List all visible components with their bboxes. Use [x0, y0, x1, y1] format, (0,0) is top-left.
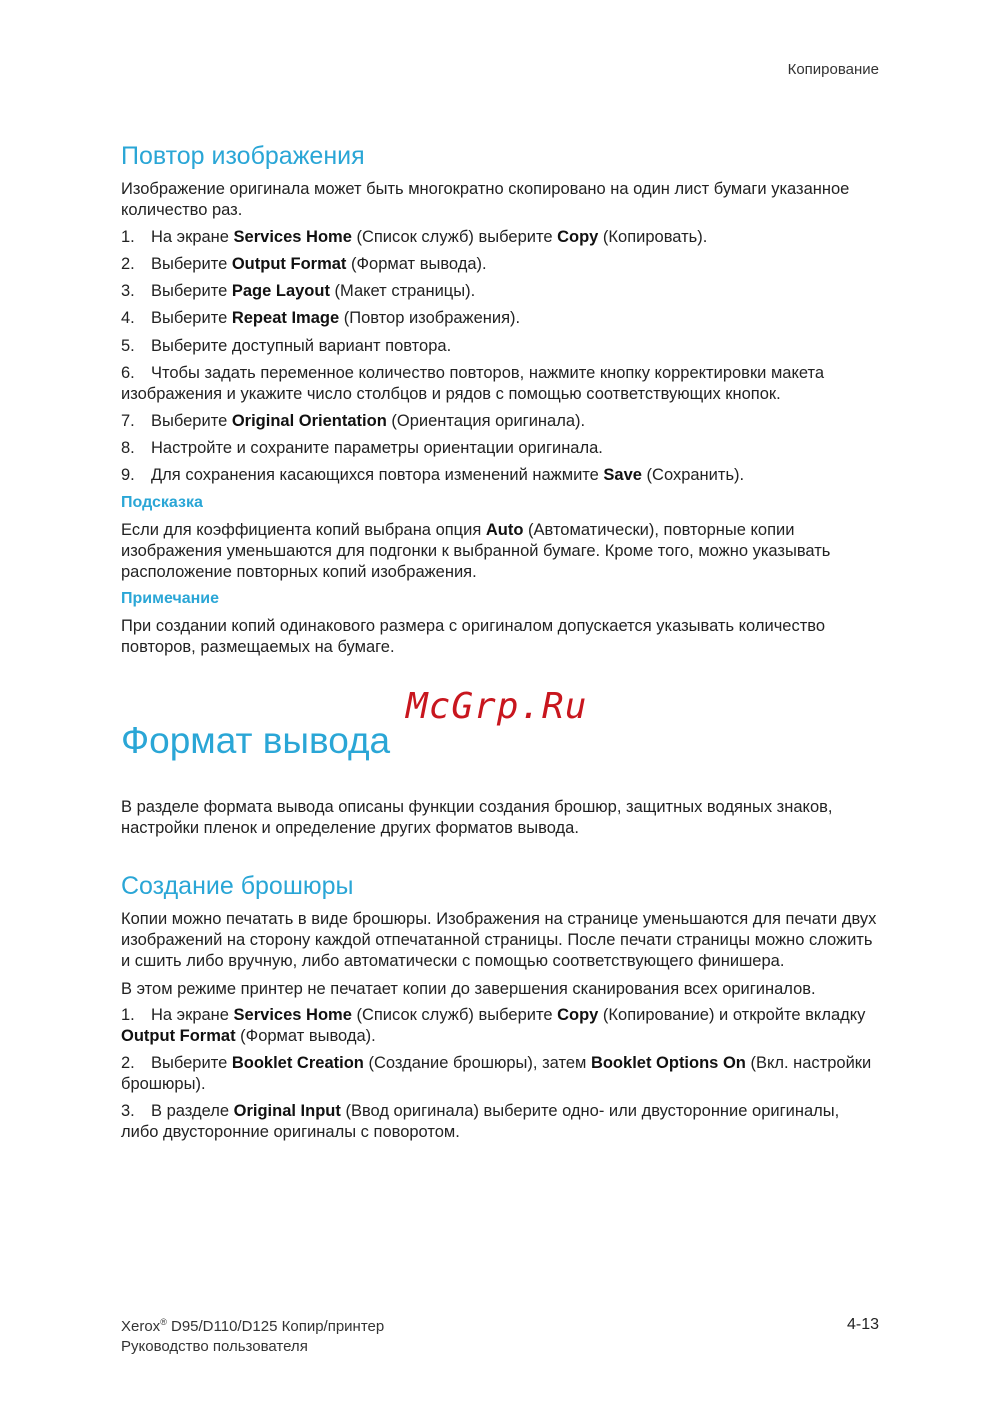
repeat-step: 2. Выберите Output Format (Формат вывода).	[121, 255, 487, 273]
repeat-step: 8. Настройте и сохраните параметры ориентации оригинала.	[121, 439, 603, 457]
repeat-step: 5. Выберите доступный вариант повтора.	[121, 337, 452, 355]
repeat-step: 4. Выберите Repeat Image (Повтор изображения).	[121, 309, 521, 327]
running-header: Копирование	[787, 61, 879, 78]
footer-guide: Руководство пользователя	[121, 1338, 308, 1355]
section-title-repeat-image: Повтор изображения	[121, 142, 365, 170]
booklet-step: 3. В разделе Original Input (Ввод оригинала) выберите одно- или двусторонние оригиналы, либо двусторонние оригиналы с поворотом.	[121, 1102, 840, 1141]
footer-product: Xerox® D95/D110/D125 Копир/принтер Руководство пользователя	[121, 1317, 385, 1355]
repeat-intro: Изображение оригинала может быть многократно скопировано на один лист бумаги указанное количество раз.	[121, 180, 850, 219]
note-title: Примечание	[121, 590, 220, 607]
output-intro: В разделе формата вывода описаны функции создания брошюр, защитных водяных знаков, настройки пленок и определение других форматов вывода.	[121, 798, 833, 837]
repeat-step: 6. Чтобы задать переменное количество повторов, нажмите кнопку корректировки макета изображения и укажите число столбцов и рядов с помощью соответствующих кнопок.	[121, 364, 825, 403]
chapter-title-output-format: Формат вывода	[121, 720, 391, 761]
page-number: 4-13	[846, 1316, 879, 1333]
hint-title: Подсказка	[121, 494, 203, 511]
repeat-step: 9. Для сохранения касающихся повтора изменений нажмите Save (Сохранить).	[121, 466, 745, 484]
hint-text: Если для коэффициента копий выбрана опция Auto (Автоматически), повторные копии изображения уменьшаются для подгонки к выбранной бумаге. Кроме того, можно указывать расположение повторных копий изображения.	[121, 521, 831, 581]
booklet-paragraph: Копии можно печатать в виде брошюры. Изображения на странице уменьшаются для печати двух изображений на сторону каждой отпечатанной страницы. После печати страницы можно сложить и сшить либо вручную, либо автоматически с помощью соответствующего финишера.	[121, 910, 877, 970]
watermark-logo: McGrp.Ru	[406, 686, 588, 727]
repeat-step: 1. На экране Services Home (Список служб) выберите Copy (Копировать).	[121, 228, 708, 246]
repeat-step: 7. Выберите Original Orientation (Ориентация оригинала).	[121, 412, 586, 430]
section-title-booklet: Создание брошюры	[121, 872, 354, 900]
booklet-step: 1. На экране Services Home (Список служб) выберите Copy (Копирование) и откройте вкладку Output Format (Формат вывода).	[121, 1006, 866, 1045]
repeat-step: 3. Выберите Page Layout (Макет страницы).	[121, 282, 476, 300]
booklet-step: 2. Выберите Booklet Creation (Создание брошюры), затем Booklet Options On (Вкл. настройки брошюры).	[121, 1054, 872, 1093]
booklet-paragraph: В этом режиме принтер не печатает копии до завершения сканирования всех оригиналов.	[121, 980, 816, 998]
note-text: При создании копий одинакового размера с оригиналом допускается указывать количество повторов, размещаемых на бумаге.	[121, 617, 826, 656]
